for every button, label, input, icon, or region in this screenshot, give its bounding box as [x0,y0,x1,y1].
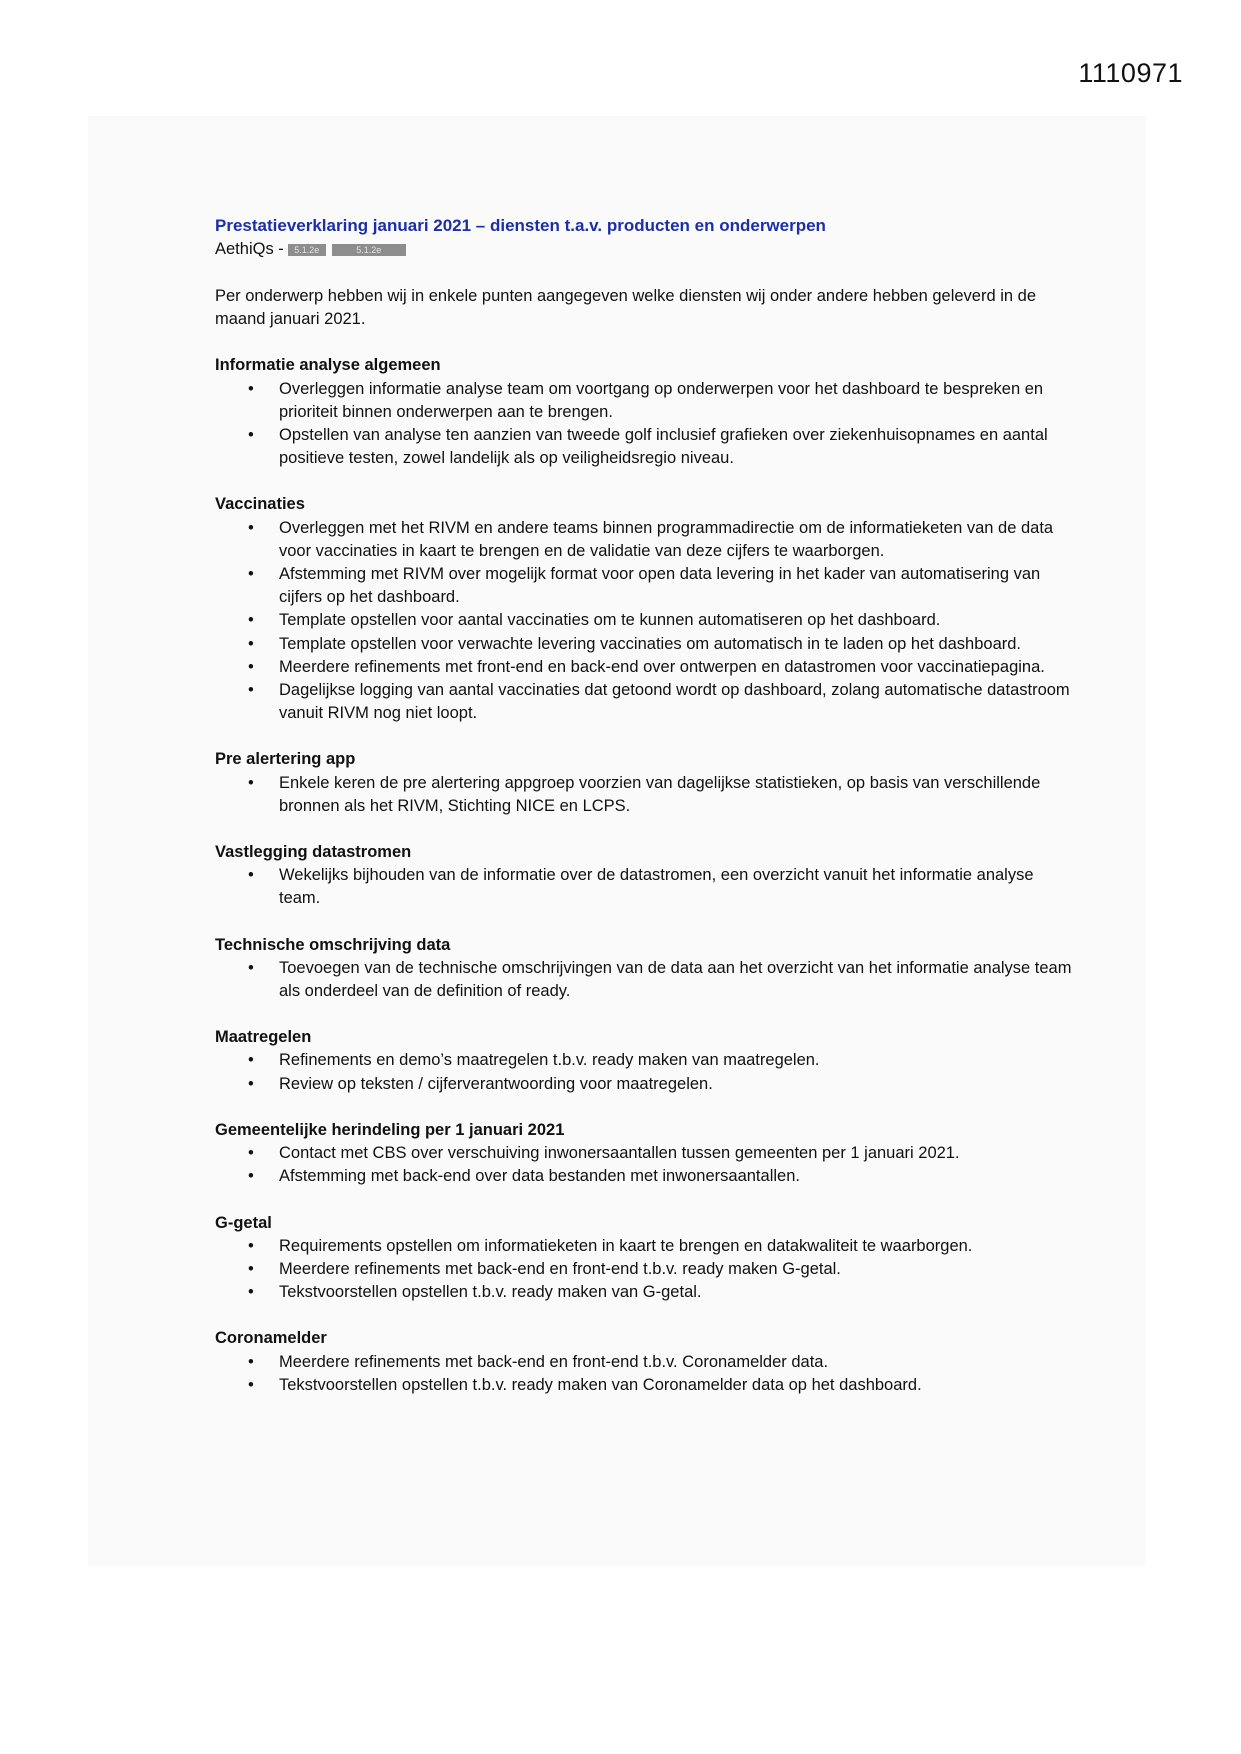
bullet-icon: • [248,611,254,630]
bullet-list [215,378,1075,471]
section [215,1119,1075,1189]
bullet-list [215,1235,1075,1305]
list-item [215,633,1075,656]
list-item [215,679,1075,725]
document-body [215,214,1075,1397]
list-item-text: Overleggen met het RIVM en andere teams binnen programmadirectie om de informatieketen van de data voor vaccinaties in kaart te brengen en de validatie van deze cijfers te waarborgen. [279,518,1054,560]
section [215,1026,1075,1096]
list-item-text: Opstellen van analyse ten aanzien van tweede golf inclusief grafieken over ziekenhuisopnames en aantal positieve testen, zowel landelijk als op veiligheidsregio niveau. [279,426,1048,468]
list-item [215,1374,1075,1397]
list-item [215,563,1075,609]
list-item-text: Meerdere refinements met back-end en front-end t.b.v. Coronamelder data. [279,1352,829,1371]
section-heading: Technische omschrijving data [215,935,451,954]
list-item [215,1142,1075,1165]
list-item [215,517,1075,563]
bullet-list [215,517,1075,726]
redaction-box: 5.1.2e [288,244,326,256]
list-item [215,1073,1075,1096]
sections-container [215,354,1075,1397]
list-item-text: Afstemming met back-end over data bestanden met inwonersaantallen. [279,1167,800,1186]
list-item-text: Template opstellen voor verwachte levering vaccinaties om automatisch in te laden op het dashboard. [279,634,1022,653]
bullet-icon: • [248,1259,254,1278]
bullet-icon: • [248,379,254,398]
bullet-icon: • [248,634,254,653]
bullet-icon: • [248,1352,254,1371]
list-item [215,424,1075,470]
list-item-text: Refinements en demo’s maatregelen t.b.v. ready maken van maatregelen. [279,1051,820,1070]
bullet-icon: • [248,1375,254,1394]
bullet-icon: • [248,1074,254,1093]
document-title: Prestatieverklaring januari 2021 – diensten t.a.v. producten en onderwerpen [215,216,826,235]
section-heading: Pre alertering app [215,750,356,769]
list-item-text: Wekelijks bijhouden van de informatie over de datastromen, een overzicht vanuit het informatie analyse team. [279,866,1034,908]
section [215,934,1075,1004]
section-heading: Coronamelder [215,1329,327,1348]
list-item [215,1281,1075,1304]
bullet-icon: • [248,1236,254,1255]
section-heading: Gemeentelijke herindeling per 1 januari 2021 [215,1120,565,1139]
list-item [215,1258,1075,1281]
list-item-text: Meerdere refinements met front-end en back-end over ontwerpen en datastromen voor vaccinatiepagina. [279,657,1045,676]
bullet-icon: • [248,1167,254,1186]
list-item-text: Template opstellen voor aantal vaccinaties om te kunnen automatiseren op het dashboard. [279,611,941,630]
bullet-list [215,957,1075,1003]
list-item [215,1235,1075,1258]
document-subtitle [215,238,1075,262]
list-item-text: Tekstvoorstellen opstellen t.b.v. ready maken van Coronamelder data op het dashboard. [279,1375,922,1394]
list-item-text: Review op teksten / cijferverantwoording voor maatregelen. [279,1074,713,1093]
list-item [215,864,1075,910]
bullet-icon: • [248,657,254,676]
section [215,1327,1075,1397]
bullet-list [215,864,1075,910]
section-heading: Vaccinaties [215,495,305,514]
bullet-icon: • [248,565,254,584]
bullet-icon: • [248,681,254,700]
list-item [215,772,1075,818]
bullet-icon: • [248,1144,254,1163]
list-item [215,609,1075,632]
bullet-icon: • [248,1283,254,1302]
list-item-text: Afstemming met RIVM over mogelijk format voor open data levering in het kader van automatisering van cijfers op het dashboard. [279,565,1041,607]
list-item-text: Overleggen informatie analyse team om voortgang op onderwerpen voor het dashboard te bespreken en prioriteit binnen onderwerpen aan te brengen. [279,379,1044,421]
section [215,354,1075,470]
bullet-icon: • [248,866,254,885]
section [215,1212,1075,1305]
section-heading: G-getal [215,1213,272,1232]
section [215,493,1075,725]
section [215,841,1075,911]
list-item [215,1049,1075,1072]
bullet-icon: • [248,958,254,977]
list-item-text: Toevoegen van de technische omschrijvingen van de data aan het overzicht van het informatie analyse team als onderdeel van de definition of ready. [279,958,1072,1001]
bullet-icon: • [248,426,254,445]
list-item-text: Requirements opstellen om informatieketen in kaart te brengen en datakwaliteit te waarborgen. [279,1236,973,1255]
bullet-list [215,1351,1075,1397]
intro-paragraph: Per onderwerp hebben wij in enkele punten aangegeven welke diensten wij onder andere hebben geleverd in de maand januari 2021. [215,287,1037,329]
list-item-text: Dagelijkse logging van aantal vaccinaties dat getoond wordt op dashboard, zolang automatische datastroom vanuit RIVM nog niet loopt. [279,681,1070,723]
bullet-icon: • [248,773,254,792]
list-item-text: Contact met CBS over verschuiving inwonersaantallen tussen gemeenten per 1 januari 2021. [279,1144,960,1163]
section-heading: Maatregelen [215,1028,312,1047]
bullet-list [215,772,1075,818]
section-heading: Informatie analyse algemeen [215,356,441,375]
section-heading: Vastlegging datastromen [215,843,412,862]
document-number: 1110971 [1078,58,1183,88]
bullet-icon: • [248,1051,254,1070]
list-item [215,957,1075,1003]
bullet-icon: • [248,518,254,537]
list-item-text: Enkele keren de pre alertering appgroep voorzien van dagelijkse statistieken, op basis van verschillende bronnen als het RIVM, Stichting NICE en LCPS. [279,773,1041,815]
redaction-box: 5.1.2e [332,244,406,256]
bullet-list [215,1142,1075,1188]
section [215,748,1075,818]
company-name: AethiQs - [215,240,284,259]
list-item [215,656,1075,679]
list-item [215,378,1075,424]
list-item-text: Tekstvoorstellen opstellen t.b.v. ready maken van G-getal. [279,1283,702,1302]
bullet-list [215,1049,1075,1095]
list-item [215,1351,1075,1374]
list-item-text: Meerdere refinements met back-end en front-end t.b.v. ready maken G-getal. [279,1259,841,1278]
list-item [215,1165,1075,1188]
